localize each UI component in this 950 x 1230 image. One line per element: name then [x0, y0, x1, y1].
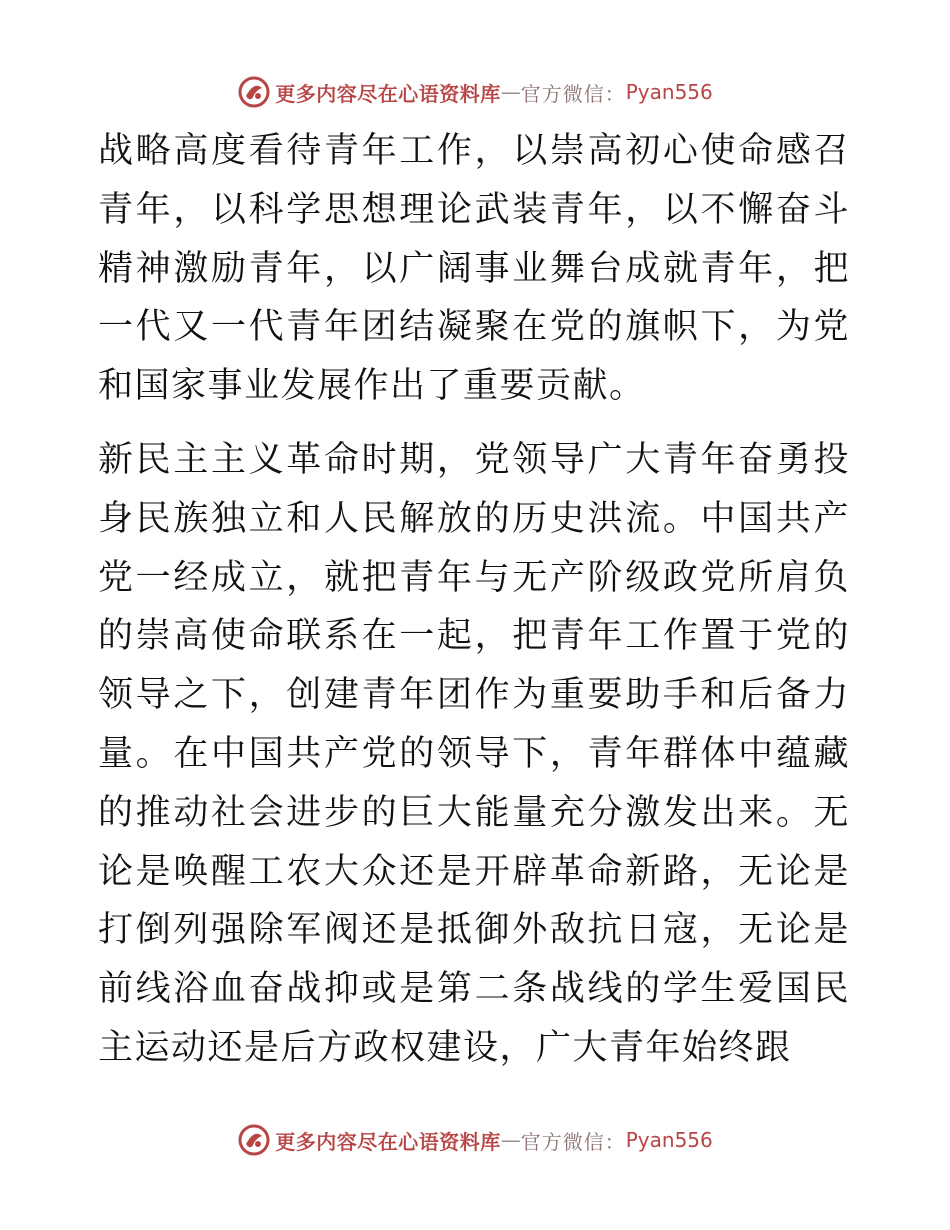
watermark-main-text: 更多内容尽在心语资料库	[275, 1129, 501, 1154]
watermark-main-text: 更多内容尽在心语资料库	[275, 81, 501, 106]
paragraph-2: 新民主主义革命时期，党领导广大青年奋勇投身民族独立和人民解放的历史洪流。中国共产党一经成立，就把青年与无产阶级政党所肩负的崇高使命联系在一起，把青年工作置于党的领导之下，创建青年团作为重要助手和后备力量。在中国共产党的领导下，青年群体中蕴藏的推动社会进步的巨大能量充分激发出来。无论是唤醒工农大众还是开辟革命新路，无论是打倒列强除军阀还是抵御外敌抗日寇，无论是前线浴血奋战抑或是第二条战线的学生爱国民主运动还是后方政权建设，广大青年始终跟	[98, 439, 850, 1068]
watermark-separator: —	[500, 1128, 521, 1152]
watermark-id-text: Pyan556	[625, 80, 713, 104]
paragraph-1: 战略高度看待青年工作，以崇高初心使命感召青年，以科学思想理论武装青年，以不懈奋斗精神激励青年，以广阔事业舞台成就青年，把一代又一代青年团结凝聚在党的旗帜下，为党和国家事业发展作出了重要贡献。	[98, 131, 850, 407]
document-body	[98, 122, 850, 1078]
header-watermark	[0, 72, 950, 112]
watermark-id-text: Pyan556	[625, 1128, 713, 1152]
circle-swirl-logo-icon	[237, 1123, 271, 1157]
footer-watermark	[0, 1120, 950, 1160]
circle-swirl-logo-icon	[237, 75, 271, 109]
watermark-sub-text: 官方微信：	[520, 81, 626, 106]
watermark-sub-text: 官方微信：	[520, 1129, 626, 1154]
watermark-separator: —	[500, 80, 521, 104]
